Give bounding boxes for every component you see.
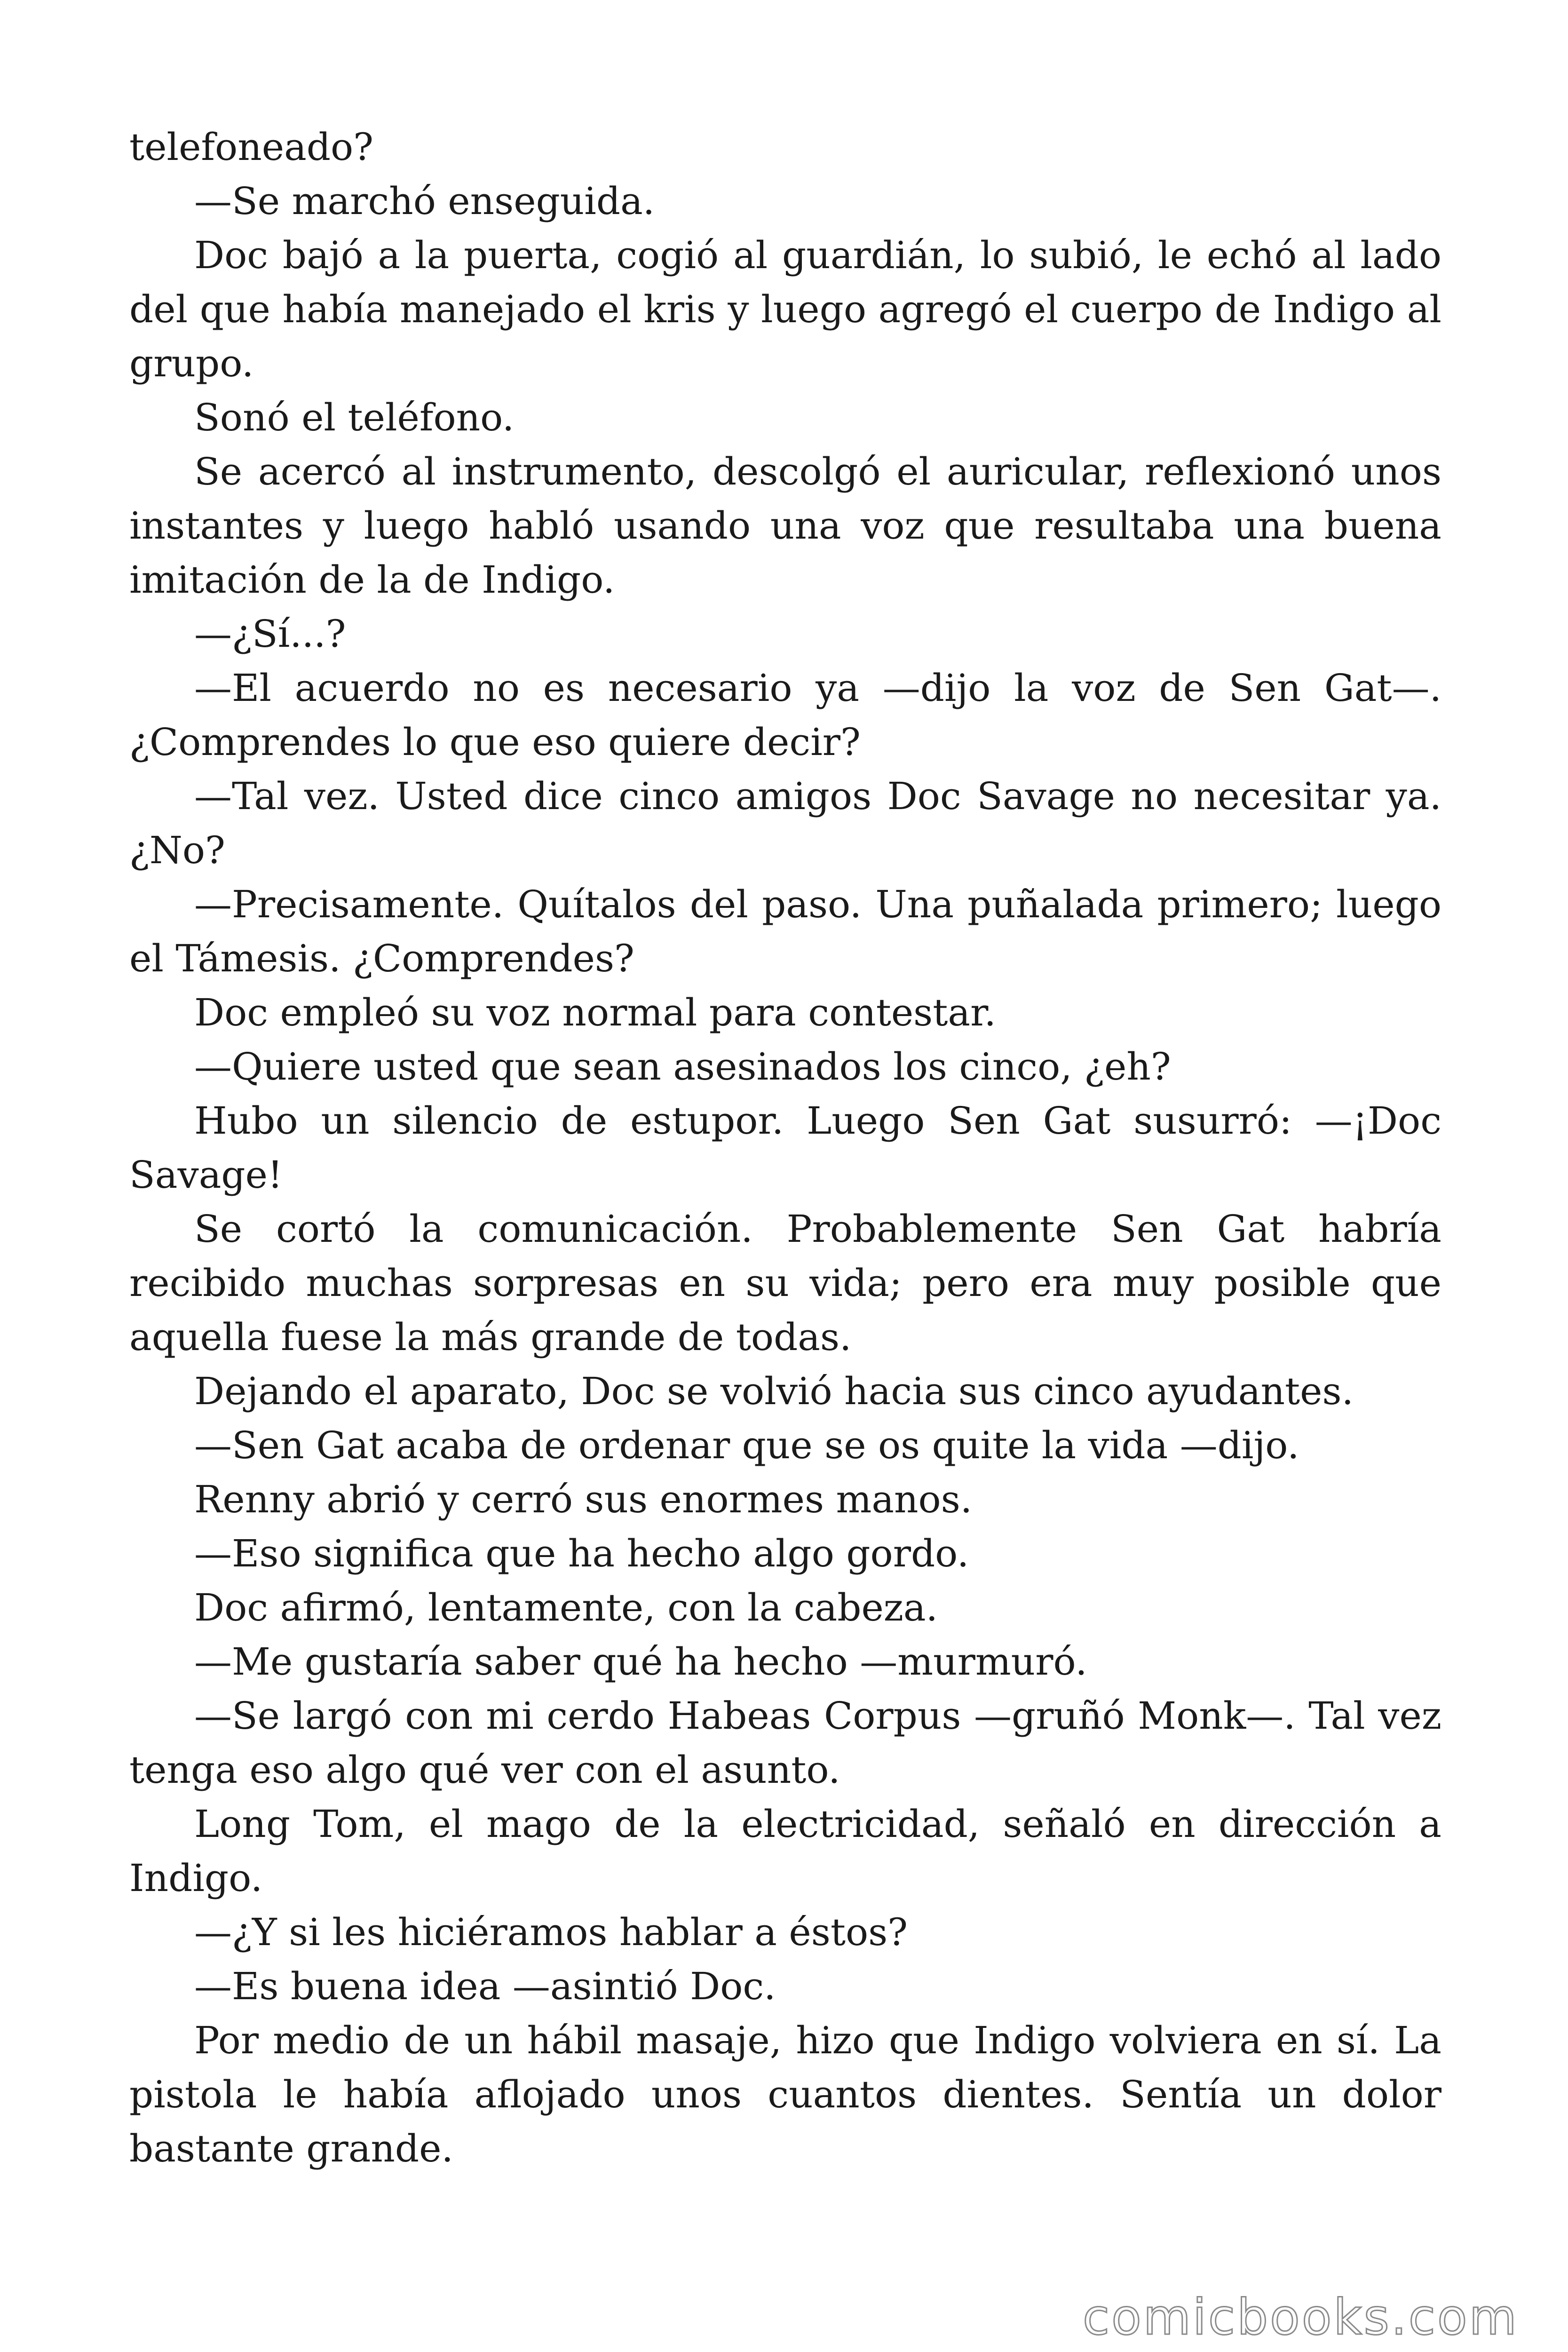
paragraph: —Me gustaría saber qué ha hecho —murmuró. [194,1640,1087,1684]
paragraph: —Precisamente. Quítalos del paso. Una puñalada primero; luego el Támesis. ¿Comprendes? [129,882,1441,980]
paragraph: —El acuerdo no es necesario ya —dijo la voz de Sen Gat—. ¿Comprendes lo que eso quiere decir? [129,666,1441,764]
paragraph: Por medio de un hábil masaje, hizo que Indigo volviera en sí. La pistola le había aflojado unos cuantos dientes. Sentía un dolor bastante grande. [129,2018,1441,2170]
paragraph: —Sen Gat acaba de ordenar que se os quite la vida —dijo. [194,1423,1299,1467]
paragraph: Sonó el teléfono. [194,396,515,439]
paragraph: —Es buena idea —asintió Doc. [194,1964,776,2008]
paragraph: —Eso significa que ha hecho algo gordo. [194,1532,969,1575]
paragraph: telefoneado? [129,125,374,169]
paragraph: Renny abrió y cerró sus enormes manos. [194,1478,973,1521]
paragraph: Se cortó la comunicación. Probablemente Sen Gat habría recibido muchas sorpresas en su vida; pero era muy posible que aquella fuese la más grande de todas. [129,1207,1441,1359]
paragraph: —Tal vez. Usted dice cinco amigos Doc Savage no necesitar ya. ¿No? [129,774,1441,872]
paragraph: —Quiere usted que sean asesinados los cinco, ¿eh? [194,1045,1171,1089]
paragraph: Hubo un silencio de estupor. Luego Sen Gat susurró: —¡Doc Savage! [129,1099,1441,1197]
paragraph: —Se largó con mi cerdo Habeas Corpus —gruñó Monk—. Tal vez tenga eso algo qué ver con el asunto. [129,1694,1441,1792]
paragraph: —Se marchó enseguida. [194,179,655,223]
paragraph: —¿Sí...? [194,612,346,656]
paragraph: Doc bajó a la puerta, cogió al guardián, lo subió, le echó al lado del que había manejado el kris y luego agregó el cuerpo de Indigo al grupo. [129,233,1441,385]
paragraph: Dejando el aparato, Doc se volvió hacia sus cinco ayudantes. [194,1369,1354,1413]
watermark: comicbooks.com [1082,2288,1519,2346]
paragraph: —¿Y si les hiciéramos hablar a éstos? [194,1910,908,1954]
body-text [129,120,1441,2176]
paragraph: Doc afirmó, lentamente, con la cabeza. [194,1586,938,1629]
paragraph: Se acercó al instrumento, descolgó el auricular, reflexionó unos instantes y luego habló usando una voz que resultaba una buena imitación de la de Indigo. [129,450,1441,602]
paragraph: Doc empleó su voz normal para contestar. [194,991,996,1034]
paragraph: Long Tom, el mago de la electricidad, señaló en dirección a Indigo. [129,1802,1441,1900]
